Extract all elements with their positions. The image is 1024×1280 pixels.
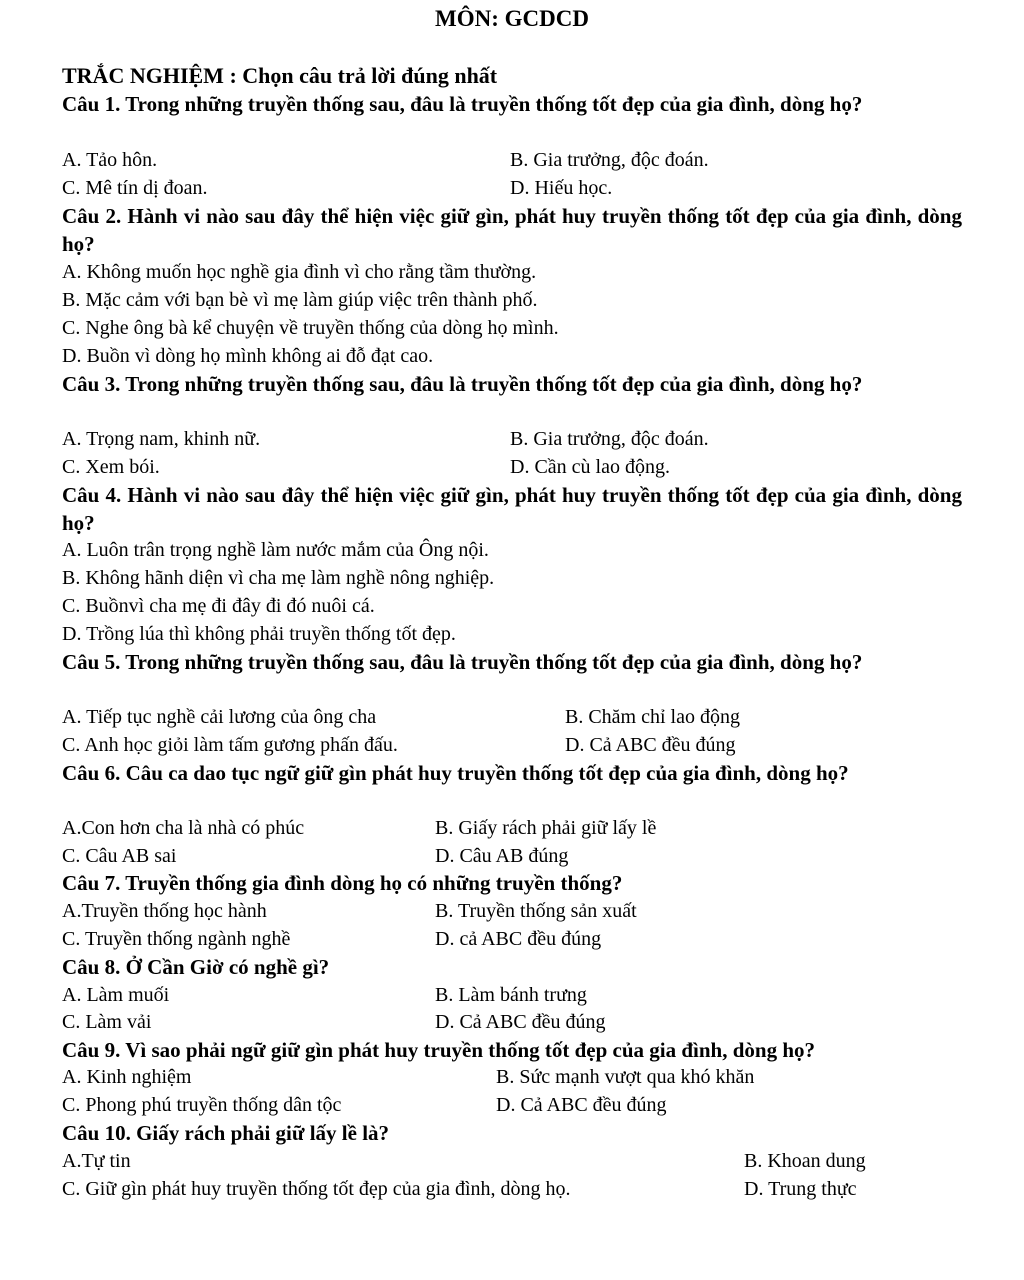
q7-option-b: B. Truyền thống sản xuất (435, 900, 637, 922)
q2-option-b: B. Mặc cảm với bạn bè vì mẹ làm giúp việc trên thành phố. (62, 289, 538, 311)
subject-title: MÔN: GCDCD (435, 6, 589, 31)
q1-option-a: A. Tảo hôn. (62, 149, 158, 171)
q9-option-a: A. Kinh nghiệm (62, 1066, 192, 1088)
q4-option-d: D. Trồng lúa thì không phải truyền thống tốt đẹp. (62, 623, 456, 645)
q2-option-c: C. Nghe ông bà kể chuyện về truyền thống của dòng họ mình. (62, 317, 559, 339)
section-heading: TRẮC NGHIỆM : Chọn câu trả lời đúng nhất (62, 63, 498, 88)
q3-option-a: A. Trọng nam, khinh nữ. (62, 428, 261, 450)
q3-option-b: B. Gia trưởng, độc đoán. (510, 428, 709, 450)
q9-option-b: B. Sức mạnh vượt qua khó khăn (496, 1066, 755, 1088)
q6-option-a: A.Con hơn cha là nhà có phúc (62, 817, 305, 839)
q6-option-b: B. Giấy rách phải giữ lấy lề (435, 817, 657, 839)
question-3: Câu 3. Trong những truyền thống sau, đâu là truyền thống tốt đẹp của gia đình, dòng họ? (62, 372, 863, 396)
q5-option-c: C. Anh học giỏi làm tấm gương phấn đấu. (62, 734, 398, 756)
question-6: Câu 6. Câu ca dao tục ngữ giữ gìn phát huy truyền thống tốt đẹp của gia đình, dòng họ? (62, 761, 849, 785)
q2-option-d: D. Buồn vì dòng họ mình không ai đỗ đạt cao. (62, 345, 434, 367)
q4-option-c: C. Buồnvì cha mẹ đi đây đi đó nuôi cá. (62, 595, 375, 617)
q10-option-c: C. Giữ gìn phát huy truyền thống tốt đẹp của gia đình, dòng họ. (62, 1178, 571, 1200)
q8-option-d: D. Cả ABC đều đúng (435, 1011, 606, 1033)
q5-option-a: A. Tiếp tục nghề cải lương của ông cha (62, 706, 377, 728)
question-7: Câu 7. Truyền thống gia đình dòng họ có những truyền thống? (62, 871, 623, 895)
q1-option-d: D. Hiếu học. (510, 177, 613, 199)
q3-option-d: D. Cần cù lao động. (510, 456, 670, 478)
q10-option-a: A.Tự tin (62, 1150, 131, 1172)
q5-option-d: D. Cả ABC đều đúng (565, 734, 736, 756)
q7-option-a: A.Truyền thống học hành (62, 900, 267, 922)
question-10: Câu 10. Giấy rách phải giữ lấy lề là? (62, 1121, 390, 1145)
question-5: Câu 5. Trong những truyền thống sau, đâu là truyền thống tốt đẹp của gia đình, dòng họ? (62, 650, 863, 674)
question-2: Câu 2. Hành vi nào sau đây thể hiện việc giữ gìn, phát huy truyền thống tốt đẹp của gia đình, dòng họ? (62, 204, 962, 256)
q1-option-c: C. Mê tín dị đoan. (62, 177, 208, 199)
q2-option-a: A. Không muốn học nghề gia đình vì cho rằng tầm thường. (62, 261, 537, 283)
q1-option-b: B. Gia trưởng, độc đoán. (510, 149, 709, 171)
q3-option-c: C. Xem bói. (62, 456, 160, 478)
q6-option-c: C. Câu AB sai (62, 845, 177, 867)
q9-option-c: C. Phong phú truyền thống dân tộc (62, 1094, 342, 1116)
q10-option-b: B. Khoan dung (744, 1150, 866, 1172)
q8-option-c: C. Làm vải (62, 1011, 152, 1033)
q5-option-b: B. Chăm chỉ lao động (565, 706, 740, 728)
q9-option-d: D. Cả ABC đều đúng (496, 1094, 667, 1116)
question-8: Câu 8. Ở Cần Giờ có nghề gì? (62, 955, 330, 979)
question-4: Câu 4. Hành vi nào sau đây thể hiện việc giữ gìn, phát huy truyền thống tốt đẹp của gia đình, dòng họ? (62, 483, 962, 535)
question-1: Câu 1. Trong những truyền thống sau, đâu là truyền thống tốt đẹp của gia đình, dòng họ? (62, 92, 863, 116)
q7-option-c: C. Truyền thống ngành nghề (62, 928, 291, 950)
q6-option-d: D. Câu AB đúng (435, 845, 569, 867)
q10-option-d: D. Trung thực (744, 1178, 857, 1200)
q8-option-a: A. Làm muối (62, 984, 170, 1006)
q7-option-d: D. cả ABC đều đúng (435, 928, 602, 950)
q8-option-b: B. Làm bánh trưng (435, 984, 587, 1006)
q4-option-a: A. Luôn trân trọng nghề làm nước mắm của Ông nội. (62, 539, 489, 561)
q4-option-b: B. Không hãnh diện vì cha mẹ làm nghề nông nghiệp. (62, 567, 495, 589)
question-9: Câu 9. Vì sao phải ngữ giữ gìn phát huy truyền thống tốt đẹp của gia đình, dòng họ? (62, 1038, 816, 1062)
